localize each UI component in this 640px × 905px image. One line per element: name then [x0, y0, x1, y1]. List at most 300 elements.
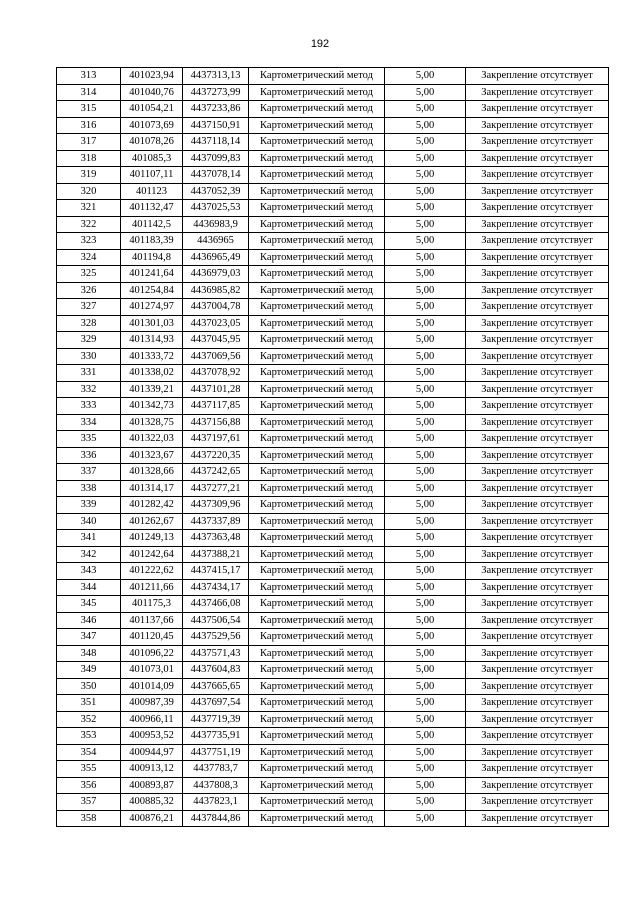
accuracy-cell: 5,00: [385, 563, 466, 580]
accuracy-cell: 5,00: [385, 728, 466, 745]
fixation-cell: Закрепление отсутствует: [466, 266, 609, 283]
table-row: [57, 563, 609, 580]
table-row: [57, 365, 609, 382]
point-number-cell: 315: [57, 101, 121, 118]
table-row: [57, 299, 609, 316]
fixation-cell: Закрепление отсутствует: [466, 398, 609, 415]
accuracy-cell: 5,00: [385, 695, 466, 712]
table-row: [57, 167, 609, 184]
point-number-cell: 351: [57, 695, 121, 712]
accuracy-cell: 5,00: [385, 84, 466, 101]
y-coordinate-cell: 4437719,39: [183, 711, 249, 728]
point-number-cell: 316: [57, 117, 121, 134]
fixation-cell: Закрепление отсутствует: [466, 183, 609, 200]
method-cell: Картометрический метод: [249, 761, 385, 778]
x-coordinate-cell: 400913,12: [121, 761, 183, 778]
fixation-cell: Закрепление отсутствует: [466, 233, 609, 250]
point-number-cell: 338: [57, 480, 121, 497]
y-coordinate-cell: 4437023,05: [183, 315, 249, 332]
table-row: [57, 810, 609, 827]
method-cell: Картометрический метод: [249, 134, 385, 151]
method-cell: Картометрический метод: [249, 299, 385, 316]
method-cell: Картометрический метод: [249, 431, 385, 448]
method-cell: Картометрический метод: [249, 233, 385, 250]
fixation-cell: Закрепление отсутствует: [466, 447, 609, 464]
point-number-cell: 329: [57, 332, 121, 349]
table-row: [57, 497, 609, 514]
x-coordinate-cell: 400966,11: [121, 711, 183, 728]
accuracy-cell: 5,00: [385, 282, 466, 299]
x-coordinate-cell: 400987,39: [121, 695, 183, 712]
x-coordinate-cell: 401262,67: [121, 513, 183, 530]
table-row: [57, 101, 609, 118]
fixation-cell: Закрепление отсутствует: [466, 68, 609, 85]
method-cell: Картометрический метод: [249, 480, 385, 497]
fixation-cell: Закрепление отсутствует: [466, 497, 609, 514]
fixation-cell: Закрепление отсутствует: [466, 84, 609, 101]
point-number-cell: 321: [57, 200, 121, 217]
point-number-cell: 348: [57, 645, 121, 662]
accuracy-cell: 5,00: [385, 761, 466, 778]
table-row: [57, 431, 609, 448]
x-coordinate-cell: 401023,94: [121, 68, 183, 85]
table-row: [57, 398, 609, 415]
x-coordinate-cell: 401333,72: [121, 348, 183, 365]
table-row: [57, 695, 609, 712]
table-row: [57, 150, 609, 167]
accuracy-cell: 5,00: [385, 480, 466, 497]
table-row: [57, 348, 609, 365]
accuracy-cell: 5,00: [385, 398, 466, 415]
point-number-cell: 336: [57, 447, 121, 464]
accuracy-cell: 5,00: [385, 249, 466, 266]
y-coordinate-cell: 4437434,17: [183, 579, 249, 596]
fixation-cell: Закрепление отсутствует: [466, 612, 609, 629]
fixation-cell: Закрепление отсутствует: [466, 596, 609, 613]
fixation-cell: Закрепление отсутствует: [466, 728, 609, 745]
table-row: [57, 414, 609, 431]
method-cell: Картометрический метод: [249, 200, 385, 217]
x-coordinate-cell: 401014,09: [121, 678, 183, 695]
table-row: [57, 678, 609, 695]
point-number-cell: 342: [57, 546, 121, 563]
fixation-cell: Закрепление отсутствует: [466, 744, 609, 761]
y-coordinate-cell: 4437220,35: [183, 447, 249, 464]
method-cell: Картометрический метод: [249, 579, 385, 596]
x-coordinate-cell: 400876,21: [121, 810, 183, 827]
table-row: [57, 744, 609, 761]
point-number-cell: 333: [57, 398, 121, 415]
y-coordinate-cell: 4437069,56: [183, 348, 249, 365]
table-row: [57, 68, 609, 85]
point-number-cell: 326: [57, 282, 121, 299]
x-coordinate-cell: 401322,03: [121, 431, 183, 448]
point-number-cell: 332: [57, 381, 121, 398]
accuracy-cell: 5,00: [385, 266, 466, 283]
accuracy-cell: 5,00: [385, 711, 466, 728]
y-coordinate-cell: 4437233,86: [183, 101, 249, 118]
x-coordinate-cell: 401254,84: [121, 282, 183, 299]
accuracy-cell: 5,00: [385, 431, 466, 448]
fixation-cell: Закрепление отсутствует: [466, 711, 609, 728]
y-coordinate-cell: 4437466,08: [183, 596, 249, 613]
point-number-cell: 313: [57, 68, 121, 85]
method-cell: Картометрический метод: [249, 216, 385, 233]
fixation-cell: Закрепление отсутствует: [466, 365, 609, 382]
method-cell: Картометрический метод: [249, 183, 385, 200]
method-cell: Картометрический метод: [249, 612, 385, 629]
x-coordinate-cell: 401328,75: [121, 414, 183, 431]
accuracy-cell: 5,00: [385, 662, 466, 679]
accuracy-cell: 5,00: [385, 744, 466, 761]
fixation-cell: Закрепление отсутствует: [466, 348, 609, 365]
accuracy-cell: 5,00: [385, 134, 466, 151]
table-row: [57, 233, 609, 250]
y-coordinate-cell: 4436965,49: [183, 249, 249, 266]
table-row: [57, 777, 609, 794]
point-number-cell: 357: [57, 794, 121, 811]
method-cell: Картометрический метод: [249, 497, 385, 514]
y-coordinate-cell: 4437118,14: [183, 134, 249, 151]
accuracy-cell: 5,00: [385, 612, 466, 629]
accuracy-cell: 5,00: [385, 678, 466, 695]
y-coordinate-cell: 4436985,82: [183, 282, 249, 299]
method-cell: Картометрический метод: [249, 645, 385, 662]
fixation-cell: Закрепление отсутствует: [466, 414, 609, 431]
y-coordinate-cell: 4437337,89: [183, 513, 249, 530]
point-number-cell: 350: [57, 678, 121, 695]
accuracy-cell: 5,00: [385, 183, 466, 200]
method-cell: Картометрический метод: [249, 662, 385, 679]
table-row: [57, 134, 609, 151]
table-row: [57, 612, 609, 629]
x-coordinate-cell: 401242,64: [121, 546, 183, 563]
fixation-cell: Закрепление отсутствует: [466, 678, 609, 695]
x-coordinate-cell: 401175,3: [121, 596, 183, 613]
accuracy-cell: 5,00: [385, 101, 466, 118]
y-coordinate-cell: 4437735,91: [183, 728, 249, 745]
table-row: [57, 200, 609, 217]
fixation-cell: Закрепление отсутствует: [466, 695, 609, 712]
y-coordinate-cell: 4436983,9: [183, 216, 249, 233]
table-row: [57, 249, 609, 266]
table-row: [57, 332, 609, 349]
table-row: [57, 728, 609, 745]
x-coordinate-cell: 401314,93: [121, 332, 183, 349]
table-row: [57, 480, 609, 497]
y-coordinate-cell: 4437844,86: [183, 810, 249, 827]
y-coordinate-cell: 4437388,21: [183, 546, 249, 563]
accuracy-cell: 5,00: [385, 497, 466, 514]
fixation-cell: Закрепление отсутствует: [466, 464, 609, 481]
point-number-cell: 322: [57, 216, 121, 233]
point-number-cell: 345: [57, 596, 121, 613]
accuracy-cell: 5,00: [385, 596, 466, 613]
x-coordinate-cell: 401073,69: [121, 117, 183, 134]
method-cell: Картометрический метод: [249, 266, 385, 283]
method-cell: Картометрический метод: [249, 810, 385, 827]
accuracy-cell: 5,00: [385, 530, 466, 547]
accuracy-cell: 5,00: [385, 777, 466, 794]
method-cell: Картометрический метод: [249, 794, 385, 811]
point-number-cell: 323: [57, 233, 121, 250]
y-coordinate-cell: 4437242,65: [183, 464, 249, 481]
fixation-cell: Закрепление отсутствует: [466, 579, 609, 596]
accuracy-cell: 5,00: [385, 381, 466, 398]
table-row: [57, 183, 609, 200]
x-coordinate-cell: 401096,22: [121, 645, 183, 662]
y-coordinate-cell: 4437099,83: [183, 150, 249, 167]
point-number-cell: 344: [57, 579, 121, 596]
x-coordinate-cell: 401040,76: [121, 84, 183, 101]
accuracy-cell: 5,00: [385, 216, 466, 233]
y-coordinate-cell: 4437277,21: [183, 480, 249, 497]
page-number: 192: [310, 38, 330, 50]
table-row: [57, 761, 609, 778]
table-row: [57, 546, 609, 563]
y-coordinate-cell: 4437156,88: [183, 414, 249, 431]
fixation-cell: Закрепление отсутствует: [466, 101, 609, 118]
method-cell: Картометрический метод: [249, 381, 385, 398]
point-number-cell: 354: [57, 744, 121, 761]
method-cell: Картометрический метод: [249, 546, 385, 563]
y-coordinate-cell: 4437309,96: [183, 497, 249, 514]
accuracy-cell: 5,00: [385, 546, 466, 563]
point-number-cell: 339: [57, 497, 121, 514]
accuracy-cell: 5,00: [385, 579, 466, 596]
method-cell: Картометрический метод: [249, 117, 385, 134]
table-row: [57, 662, 609, 679]
table-row: [57, 266, 609, 283]
y-coordinate-cell: 4437273,99: [183, 84, 249, 101]
x-coordinate-cell: 401073,01: [121, 662, 183, 679]
point-number-cell: 337: [57, 464, 121, 481]
accuracy-cell: 5,00: [385, 200, 466, 217]
y-coordinate-cell: 4436979,03: [183, 266, 249, 283]
table-row: [57, 513, 609, 530]
method-cell: Картометрический метод: [249, 101, 385, 118]
y-coordinate-cell: 4437004,78: [183, 299, 249, 316]
accuracy-cell: 5,00: [385, 348, 466, 365]
x-coordinate-cell: 400893,87: [121, 777, 183, 794]
table-row: [57, 464, 609, 481]
point-number-cell: 340: [57, 513, 121, 530]
point-number-cell: 330: [57, 348, 121, 365]
point-number-cell: 334: [57, 414, 121, 431]
method-cell: Картометрический метод: [249, 315, 385, 332]
method-cell: Картометрический метод: [249, 596, 385, 613]
accuracy-cell: 5,00: [385, 464, 466, 481]
y-coordinate-cell: 4437045,95: [183, 332, 249, 349]
fixation-cell: Закрепление отсутствует: [466, 810, 609, 827]
point-number-cell: 318: [57, 150, 121, 167]
point-number-cell: 352: [57, 711, 121, 728]
coordinates-table: [56, 67, 609, 827]
x-coordinate-cell: 401132,47: [121, 200, 183, 217]
y-coordinate-cell: 4437078,14: [183, 167, 249, 184]
accuracy-cell: 5,00: [385, 117, 466, 134]
method-cell: Картометрический метод: [249, 678, 385, 695]
fixation-cell: Закрепление отсутствует: [466, 480, 609, 497]
x-coordinate-cell: 401194,8: [121, 249, 183, 266]
y-coordinate-cell: 4437363,48: [183, 530, 249, 547]
table-row: [57, 84, 609, 101]
method-cell: Картометрический метод: [249, 249, 385, 266]
y-coordinate-cell: 4437823,1: [183, 794, 249, 811]
x-coordinate-cell: 401211,66: [121, 579, 183, 596]
x-coordinate-cell: 401342,73: [121, 398, 183, 415]
point-number-cell: 341: [57, 530, 121, 547]
x-coordinate-cell: 401120,45: [121, 629, 183, 646]
x-coordinate-cell: 401282,42: [121, 497, 183, 514]
fixation-cell: Закрепление отсутствует: [466, 381, 609, 398]
table-row: [57, 711, 609, 728]
point-number-cell: 353: [57, 728, 121, 745]
point-number-cell: 355: [57, 761, 121, 778]
fixation-cell: Закрепление отсутствует: [466, 299, 609, 316]
point-number-cell: 358: [57, 810, 121, 827]
table-row: [57, 381, 609, 398]
table-row: [57, 645, 609, 662]
x-coordinate-cell: 401222,62: [121, 563, 183, 580]
coordinates-table-body: [57, 68, 609, 827]
point-number-cell: 331: [57, 365, 121, 382]
x-coordinate-cell: 401328,66: [121, 464, 183, 481]
method-cell: Картометрический метод: [249, 398, 385, 415]
table-row: [57, 629, 609, 646]
fixation-cell: Закрепление отсутствует: [466, 431, 609, 448]
method-cell: Картометрический метод: [249, 332, 385, 349]
fixation-cell: Закрепление отсутствует: [466, 216, 609, 233]
x-coordinate-cell: 401085,3: [121, 150, 183, 167]
y-coordinate-cell: 4437529,56: [183, 629, 249, 646]
accuracy-cell: 5,00: [385, 629, 466, 646]
table-row: [57, 216, 609, 233]
fixation-cell: Закрепление отсутствует: [466, 167, 609, 184]
method-cell: Картометрический метод: [249, 68, 385, 85]
fixation-cell: Закрепление отсутствует: [466, 794, 609, 811]
fixation-cell: Закрепление отсутствует: [466, 662, 609, 679]
point-number-cell: 319: [57, 167, 121, 184]
y-coordinate-cell: 4437506,54: [183, 612, 249, 629]
method-cell: Картометрический метод: [249, 563, 385, 580]
method-cell: Картометрический метод: [249, 282, 385, 299]
method-cell: Картометрический метод: [249, 530, 385, 547]
x-coordinate-cell: 401323,67: [121, 447, 183, 464]
table-row: [57, 447, 609, 464]
y-coordinate-cell: 4436965: [183, 233, 249, 250]
accuracy-cell: 5,00: [385, 414, 466, 431]
x-coordinate-cell: 401274,97: [121, 299, 183, 316]
accuracy-cell: 5,00: [385, 68, 466, 85]
fixation-cell: Закрепление отсутствует: [466, 629, 609, 646]
y-coordinate-cell: 4437101,28: [183, 381, 249, 398]
accuracy-cell: 5,00: [385, 645, 466, 662]
method-cell: Картометрический метод: [249, 513, 385, 530]
fixation-cell: Закрепление отсутствует: [466, 777, 609, 794]
accuracy-cell: 5,00: [385, 513, 466, 530]
fixation-cell: Закрепление отсутствует: [466, 332, 609, 349]
x-coordinate-cell: 401123: [121, 183, 183, 200]
point-number-cell: 320: [57, 183, 121, 200]
y-coordinate-cell: 4437052,39: [183, 183, 249, 200]
table-row: [57, 530, 609, 547]
method-cell: Картометрический метод: [249, 711, 385, 728]
accuracy-cell: 5,00: [385, 315, 466, 332]
y-coordinate-cell: 4437697,54: [183, 695, 249, 712]
point-number-cell: 324: [57, 249, 121, 266]
x-coordinate-cell: 401314,17: [121, 480, 183, 497]
x-coordinate-cell: 401183,39: [121, 233, 183, 250]
y-coordinate-cell: 4437078,92: [183, 365, 249, 382]
accuracy-cell: 5,00: [385, 794, 466, 811]
table-row: [57, 794, 609, 811]
x-coordinate-cell: 401339,21: [121, 381, 183, 398]
y-coordinate-cell: 4437150,91: [183, 117, 249, 134]
y-coordinate-cell: 4437665,65: [183, 678, 249, 695]
accuracy-cell: 5,00: [385, 233, 466, 250]
table-row: [57, 579, 609, 596]
method-cell: Картометрический метод: [249, 348, 385, 365]
point-number-cell: 317: [57, 134, 121, 151]
table-row: [57, 117, 609, 134]
x-coordinate-cell: 401078,26: [121, 134, 183, 151]
accuracy-cell: 5,00: [385, 447, 466, 464]
fixation-cell: Закрепление отсутствует: [466, 282, 609, 299]
table-row: [57, 315, 609, 332]
fixation-cell: Закрепление отсутствует: [466, 315, 609, 332]
y-coordinate-cell: 4437751,19: [183, 744, 249, 761]
point-number-cell: 356: [57, 777, 121, 794]
fixation-cell: Закрепление отсутствует: [466, 117, 609, 134]
fixation-cell: Закрепление отсутствует: [466, 513, 609, 530]
method-cell: Картометрический метод: [249, 744, 385, 761]
fixation-cell: Закрепление отсутствует: [466, 546, 609, 563]
point-number-cell: 327: [57, 299, 121, 316]
point-number-cell: 335: [57, 431, 121, 448]
fixation-cell: Закрепление отсутствует: [466, 150, 609, 167]
x-coordinate-cell: 401241,64: [121, 266, 183, 283]
y-coordinate-cell: 4437197,61: [183, 431, 249, 448]
y-coordinate-cell: 4437117,85: [183, 398, 249, 415]
x-coordinate-cell: 401142,5: [121, 216, 183, 233]
fixation-cell: Закрепление отсутствует: [466, 645, 609, 662]
method-cell: Картометрический метод: [249, 150, 385, 167]
x-coordinate-cell: 401137,66: [121, 612, 183, 629]
table-row: [57, 596, 609, 613]
x-coordinate-cell: 401107,11: [121, 167, 183, 184]
y-coordinate-cell: 4437604,83: [183, 662, 249, 679]
point-number-cell: 325: [57, 266, 121, 283]
fixation-cell: Закрепление отсутствует: [466, 563, 609, 580]
point-number-cell: 347: [57, 629, 121, 646]
method-cell: Картометрический метод: [249, 84, 385, 101]
point-number-cell: 343: [57, 563, 121, 580]
accuracy-cell: 5,00: [385, 365, 466, 382]
accuracy-cell: 5,00: [385, 150, 466, 167]
method-cell: Картометрический метод: [249, 365, 385, 382]
y-coordinate-cell: 4437415,17: [183, 563, 249, 580]
method-cell: Картометрический метод: [249, 695, 385, 712]
fixation-cell: Закрепление отсутствует: [466, 761, 609, 778]
accuracy-cell: 5,00: [385, 299, 466, 316]
x-coordinate-cell: 401249,13: [121, 530, 183, 547]
method-cell: Картометрический метод: [249, 629, 385, 646]
accuracy-cell: 5,00: [385, 332, 466, 349]
method-cell: Картометрический метод: [249, 777, 385, 794]
point-number-cell: 349: [57, 662, 121, 679]
x-coordinate-cell: 400953,52: [121, 728, 183, 745]
